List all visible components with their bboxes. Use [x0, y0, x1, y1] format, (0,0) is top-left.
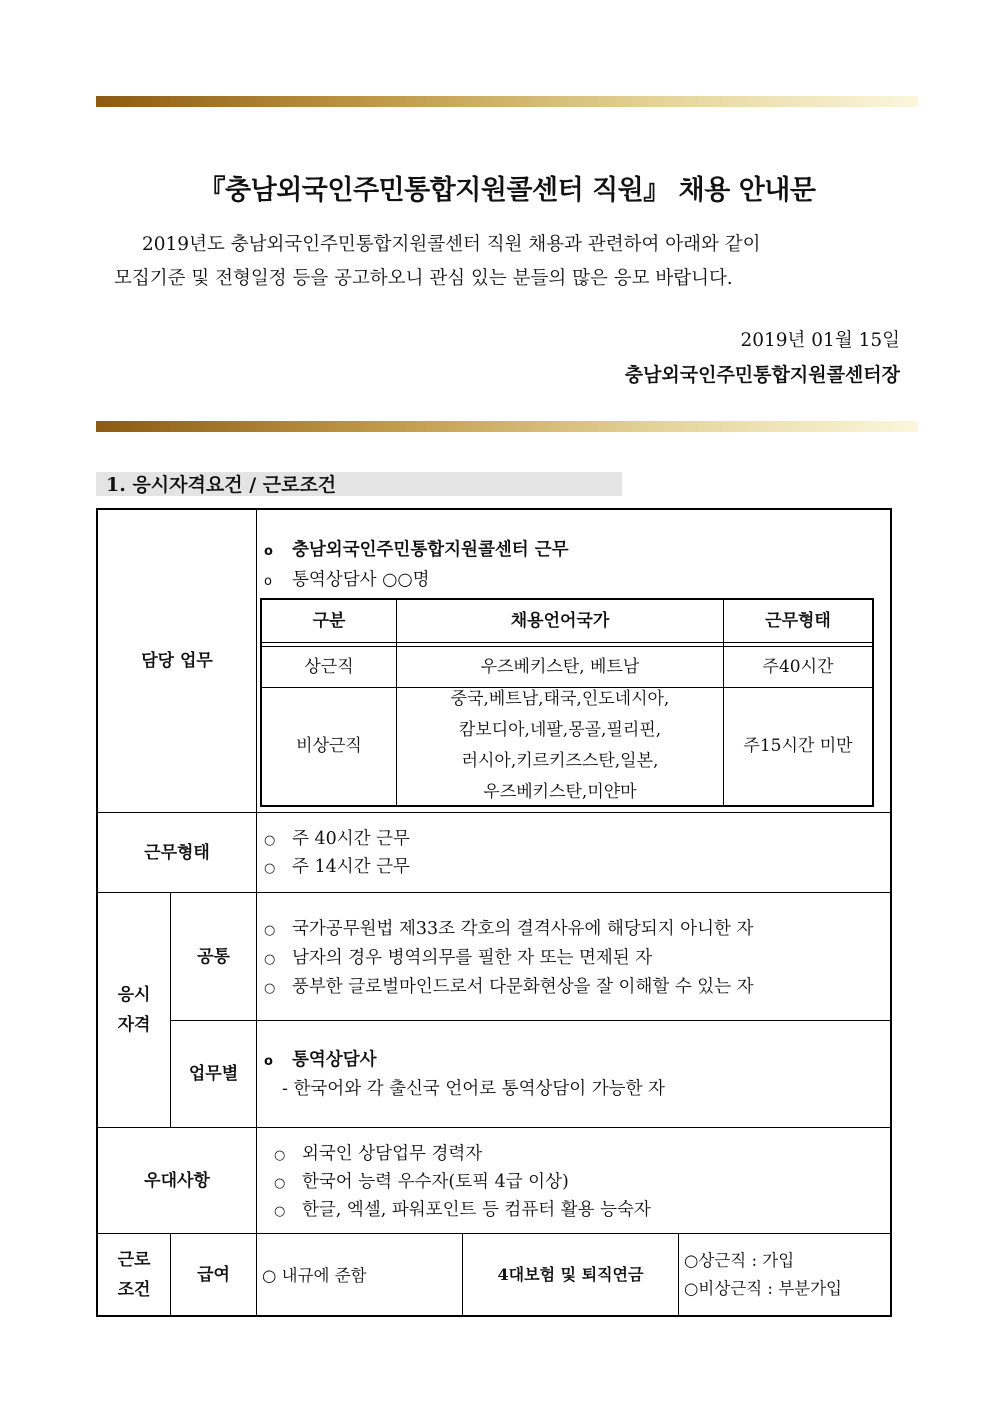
- work-type-label: 근무형태: [144, 842, 210, 863]
- table-cell: 비상근직: [296, 736, 362, 756]
- table-cell: 중국,베트남,태국,인도네시아, 캄보디아,네팔,몽골,필리핀, 러시아,키르키즈스탄,일본, 우즈베키스탄,미얀마: [450, 689, 670, 802]
- bullet-icon: ○: [274, 1148, 286, 1163]
- by-duty-title: o 통역상담사: [264, 1050, 377, 1070]
- work-type-item: ○ 주 40시간 근무: [264, 829, 410, 849]
- table-cell: 상근직: [304, 656, 354, 677]
- recruit-language-table: [260, 598, 874, 807]
- bullet-icon: ○: [274, 1204, 286, 1219]
- table-cell: 주15시간 미만: [743, 736, 853, 756]
- table-cell: 우즈베키스탄, 베트남: [480, 656, 640, 677]
- conditions-label: 근로 조건: [117, 1249, 151, 1300]
- insurance-value: ○비상근직 : 부분가입: [684, 1279, 842, 1298]
- common-item: ○ 남자의 경우 병역의무를 필한 자 또는 면제된 자: [264, 948, 653, 968]
- section-heading: 1. 응시자격요건 / 근로조건: [96, 472, 622, 496]
- bullet-icon: ○: [264, 861, 276, 876]
- bullet-icon: o: [264, 1054, 273, 1069]
- by-duty-label: 업무별: [188, 1064, 239, 1084]
- col-header-type: 구분: [312, 610, 346, 631]
- bullet-icon: ○: [264, 981, 276, 996]
- pay-value: ○ 내규에 준함: [262, 1266, 367, 1285]
- insurance-value: ○상근직 : 가입: [684, 1251, 795, 1270]
- insurance-label: 4대보험 및 퇴직연금: [497, 1264, 644, 1284]
- qualification-table: [96, 508, 892, 1317]
- divider-decor-bar: [96, 421, 918, 432]
- qualification-label: 응시 자격: [117, 985, 151, 1035]
- duty-label: 담당 업무: [141, 651, 213, 671]
- intro-line-2: 모집기준 및 전형일정 등을 공고하오니 관심 있는 분들의 많은 응모 바랍니다.: [114, 268, 733, 289]
- common-label: 공통: [197, 946, 230, 967]
- bullet-icon: ○: [264, 952, 276, 967]
- preference-item: ○ 외국인 상담업무 경력자: [274, 1144, 483, 1164]
- signer: 충남외국인주민통합지원콜센터장: [624, 364, 900, 386]
- duty-line-2: o 통역상담사 ○○명: [264, 570, 430, 590]
- bullet-icon: o: [264, 574, 272, 589]
- page-title: 『충남외국인주민통합지원콜센터 직원』 채용 안내문: [198, 175, 816, 206]
- preference-item: ○ 한글, 엑셀, 파워포인트 등 컴퓨터 활용 능숙자: [274, 1200, 651, 1220]
- bullet-icon: ○: [264, 833, 276, 848]
- common-item: ○ 풍부한 글로벌마인드로서 다문화현상을 잘 이해할 수 있는 자: [264, 977, 754, 997]
- table-cell: 주40시간: [762, 656, 834, 677]
- work-type-item: ○ 주 14시간 근무: [264, 857, 410, 877]
- col-header-languages: 채용언어국가: [510, 610, 610, 631]
- preference-item: ○ 한국어 능력 우수자(토픽 4급 이상): [274, 1172, 569, 1192]
- intro-line-1: 2019년도 충남외국인주민통합지원콜센터 직원 채용과 관련하여 아래와 같이: [142, 234, 761, 255]
- bullet-icon: o: [264, 544, 273, 559]
- bullet-icon: ○: [264, 923, 276, 938]
- header-decor-bar: [96, 96, 918, 107]
- announcement-date: 2019년 01월 15일: [740, 330, 900, 351]
- pay-label: 급여: [197, 1264, 230, 1285]
- bullet-icon: ○: [274, 1176, 286, 1191]
- common-item: ○ 국가공무원법 제33조 각호의 결격사유에 해당되지 아니한 자: [264, 919, 754, 939]
- intro-paragraph: [114, 228, 900, 296]
- col-header-hours: 근무형태: [765, 610, 831, 631]
- by-duty-item: - 한국어와 각 출신국 언어로 통역상담이 가능한 자: [282, 1079, 665, 1099]
- preference-label: 우대사항: [144, 1170, 210, 1191]
- duty-line-1: o 충남외국인주민통합지원콜센터 근무: [264, 540, 569, 560]
